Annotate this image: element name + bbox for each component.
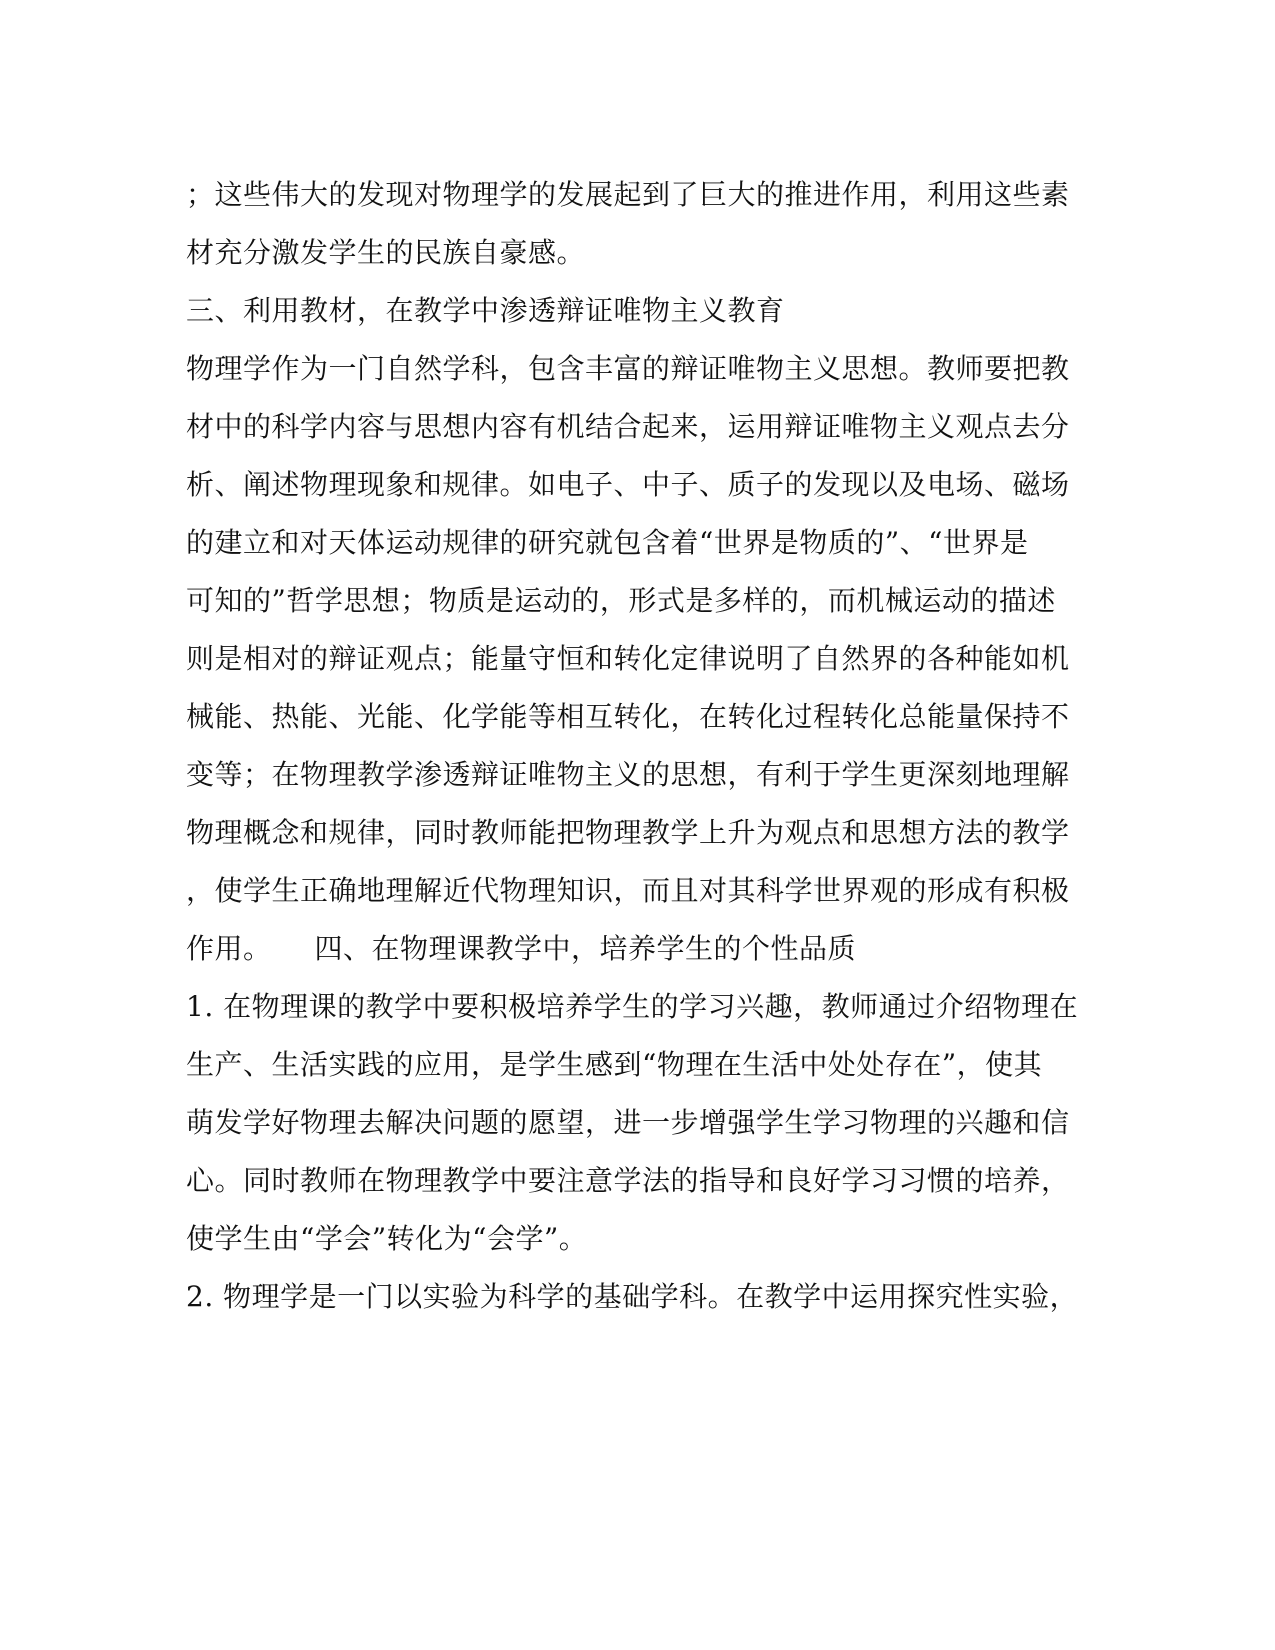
- text-line: 生产、生活实践的应用，是学生感到“物理在生活中处处存在”，使其: [186, 1048, 1043, 1081]
- text-line: 物理学作为一门自然学科，包含丰富的辩证唯物主义思想。教师要把教: [186, 352, 1070, 385]
- text-line: 萌发学好物理去解决问题的愿望，进一步增强学生学习物理的兴趣和信: [186, 1106, 1070, 1139]
- section-heading: 三、利用教材，在教学中渗透辩证唯物主义教育: [186, 294, 785, 327]
- text-line: ；这些伟大的发现对物理学的发展起到了巨大的推进作用，利用这些素: [186, 178, 1070, 211]
- text-line: 材中的科学内容与思想内容有机结合起来，运用辩证唯物主义观点去分: [186, 410, 1070, 443]
- body-text: [186, 166, 1106, 1326]
- text-line: 可知的”哲学思想；物质是运动的，形式是多样的，而机械运动的描述: [186, 584, 1056, 617]
- text-line: 心。同时教师在物理教学中要注意学法的指导和良好学习习惯的培养，: [186, 1164, 1070, 1197]
- text-line: 材充分激发学生的民族自豪感。: [186, 236, 586, 269]
- text-line: 1. 在物理课的教学中要积极培养学生的学习兴趣，教师通过介绍物理在: [186, 990, 1079, 1023]
- text-line: 2. 物理学是一门以实验为科学的基础学科。在教学中运用探究性实验，: [186, 1280, 1079, 1313]
- text-line-with-heading: 作用。 四、在物理课教学中，培养学生的个性品质: [186, 932, 857, 965]
- text-line: 物理概念和规律，同时教师能把物理教学上升为观点和思想方法的教学: [186, 816, 1070, 849]
- text-line: 析、阐述物理现象和规律。如电子、中子、质子的发现以及电场、磁场: [186, 468, 1070, 501]
- text-line: 则是相对的辩证观点；能量守恒和转化定律说明了自然界的各种能如机: [186, 642, 1070, 675]
- text-line: 械能、热能、光能、化学能等相互转化，在转化过程转化总能量保持不: [186, 700, 1070, 733]
- text-line: ，使学生正确地理解近代物理知识，而且对其科学世界观的形成有积极: [186, 874, 1070, 907]
- text-line: 的建立和对天体运动规律的研究就包含着“世界是物质的”、“世界是: [186, 526, 1029, 559]
- text-line: 变等；在物理教学渗透辩证唯物主义的思想，有利于学生更深刻地理解: [186, 758, 1070, 791]
- text-line: 使学生由“学会”转化为“会学”。: [186, 1222, 588, 1255]
